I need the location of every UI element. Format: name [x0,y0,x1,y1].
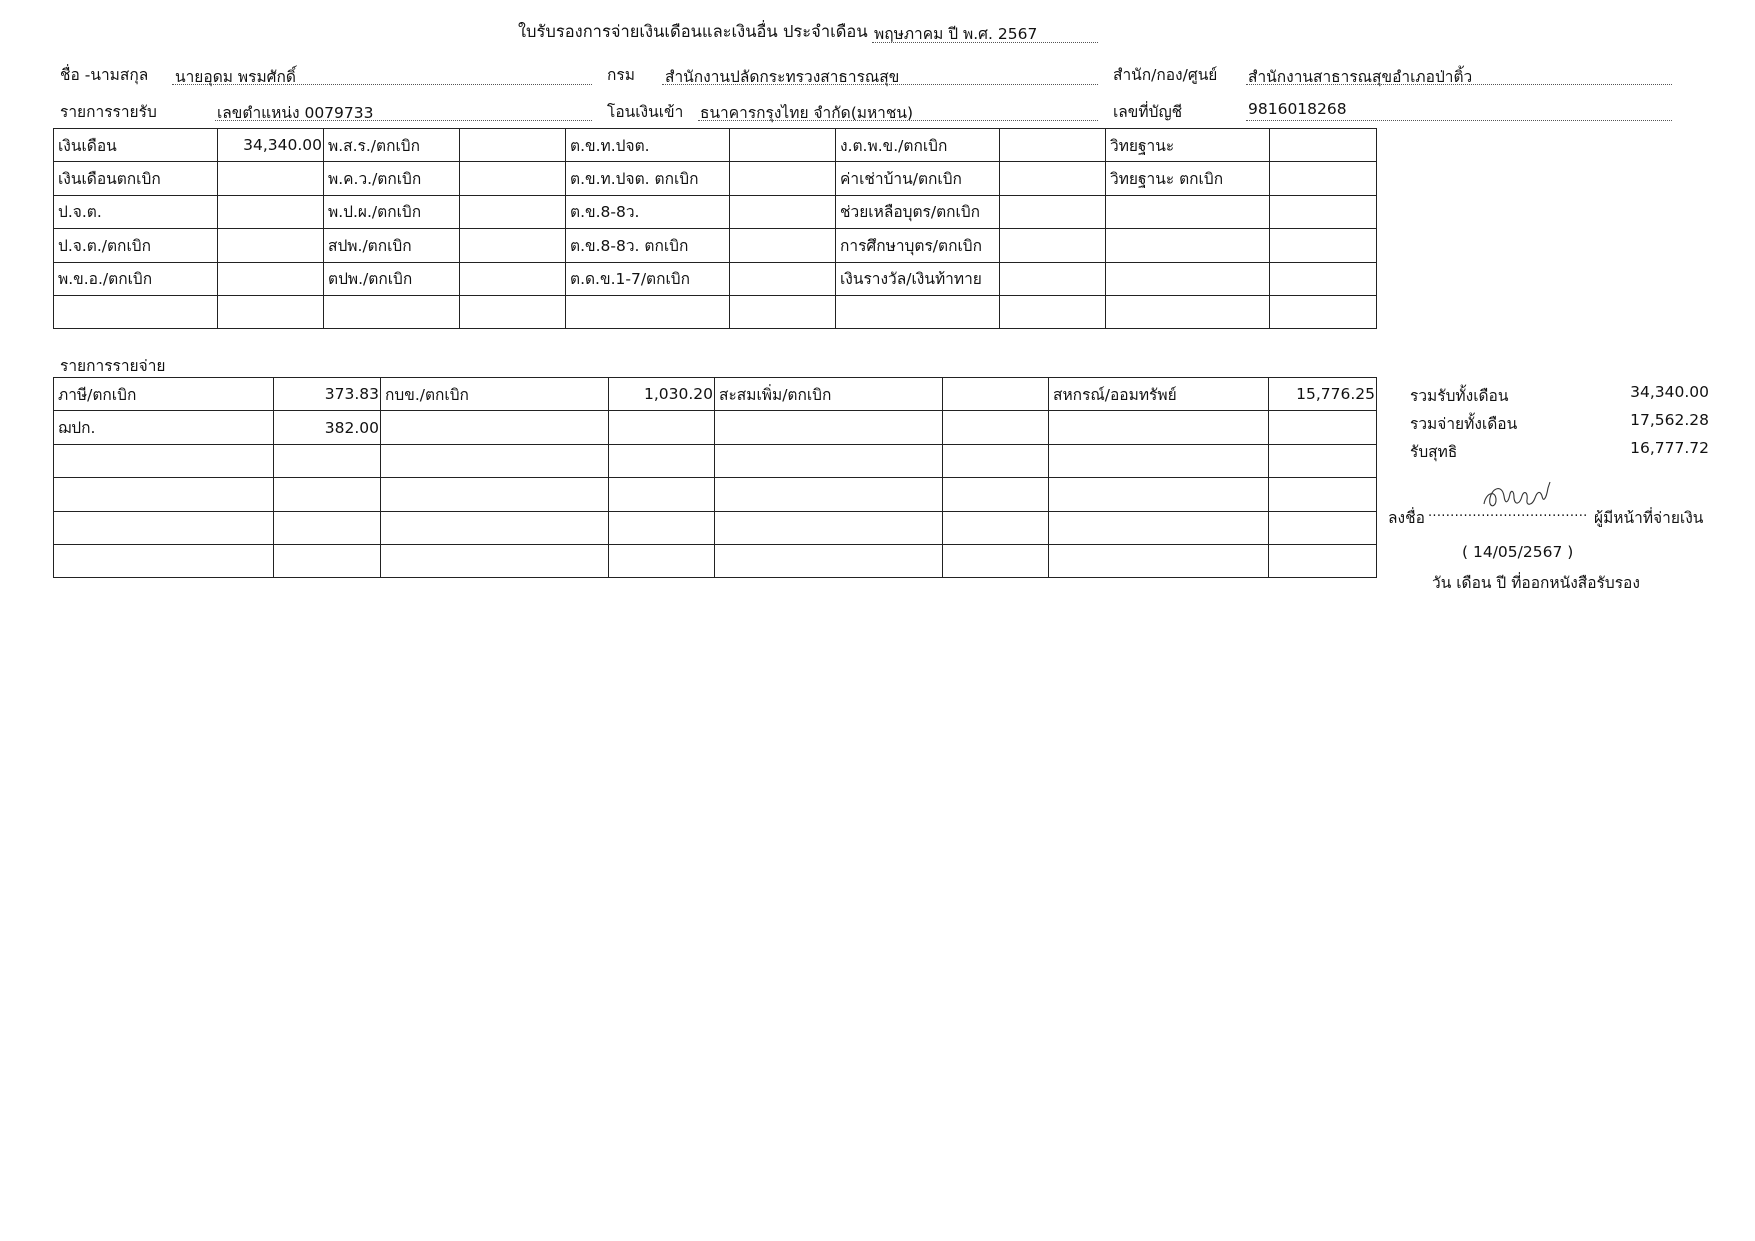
amount-cell [609,478,715,511]
item-label-cell: ค่าเช่าบ้าน/ตกเบิก [836,162,1000,195]
item-label-cell [1106,262,1270,295]
issue-date: ( 14/05/2567 ) [1462,543,1574,561]
item-label-cell [1049,544,1269,577]
item-label-cell: เงินเดือน [54,129,218,162]
amount-cell [730,162,836,195]
document-title: ใบรับรองการจ่ายเงินเดือนและเงินอื่น ประจำเดือน [518,22,868,41]
item-label-cell [54,544,274,577]
total-income-value: 34,340.00 [1630,383,1709,401]
amount-cell: 1,030.20 [609,378,715,411]
department-label: กรม [607,66,635,84]
sign-dots: .................................... [1428,505,1588,520]
item-label-cell [1049,478,1269,511]
amount-cell [1000,229,1106,262]
item-label-cell [1049,511,1269,544]
amount-cell [218,162,324,195]
item-label-cell [54,478,274,511]
account-underline [1246,120,1672,121]
item-label-cell: ต.ข.8-8ว. ตกเบิก [566,229,730,262]
item-label-cell [381,411,609,444]
handwritten-signature [1480,478,1570,514]
amount-cell: 373.83 [274,378,381,411]
amount-cell [730,262,836,295]
table-row [54,262,1377,295]
item-label-cell [381,511,609,544]
income-table [53,128,1377,329]
table-row [54,511,1377,544]
item-label-cell: สะสมเพิ่ม/ตกเบิก [715,378,943,411]
item-label-cell [715,511,943,544]
table-row [54,295,1377,328]
account-number: 9816018268 [1248,100,1347,118]
account-label: เลขที่บัญชี [1113,103,1183,121]
amount-cell [1000,195,1106,228]
amount-cell [943,444,1049,477]
item-label-cell [566,295,730,328]
table-row [54,478,1377,511]
amount-cell [274,478,381,511]
position-number: เลขตำแหน่ง 0079733 [217,104,374,122]
table-row [54,195,1377,228]
amount-cell [730,229,836,262]
amount-cell [1000,162,1106,195]
item-label-cell [715,444,943,477]
item-label-cell: สหกรณ์/ออมทรัพย์ [1049,378,1269,411]
item-label-cell: ภาษี/ตกเบิก [54,378,274,411]
item-label-cell: เงินรางวัล/เงินท้าทาย [836,262,1000,295]
amount-cell [274,444,381,477]
amount-cell [943,378,1049,411]
table-row [54,378,1377,411]
item-label-cell: ป.จ.ต. [54,195,218,228]
amount-cell [1269,478,1377,511]
transfer-label: โอนเงินเข้า [607,103,684,121]
item-label-cell [1049,411,1269,444]
item-label-cell [324,295,460,328]
office-label: สำนัก/กอง/ศูนย์ [1113,66,1218,84]
total-expense-value: 17,562.28 [1630,411,1709,429]
amount-cell [1269,444,1377,477]
office-value: สำนักงานสาธารณสุขอำเภอป่าติ้ว [1248,68,1473,86]
amount-cell [943,544,1049,577]
table-row [54,544,1377,577]
sign-label: ลงชื่อ [1388,509,1425,527]
total-expense-label: รวมจ่ายทั้งเดือน [1410,415,1518,433]
item-label-cell: การศึกษาบุตร/ตกเบิก [836,229,1000,262]
item-label-cell: วิทยฐานะ ตกเบิก [1106,162,1270,195]
amount-cell [609,444,715,477]
amount-cell [609,511,715,544]
amount-cell: 34,340.00 [218,129,324,162]
item-label-cell: ต.ด.ข.1-7/ตกเบิก [566,262,730,295]
amount-cell [609,411,715,444]
amount-cell: 15,776.25 [1269,378,1377,411]
amount-cell [943,411,1049,444]
item-label-cell: ต.ข.ท.ปจต. ตกเบิก [566,162,730,195]
item-label-cell [836,295,1000,328]
item-label-cell: พ.ค.ว./ตกเบิก [324,162,460,195]
amount-cell [218,295,324,328]
issue-date-caption: วัน เดือน ปี ที่ออกหนังสือรับรอง [1432,574,1640,592]
item-label-cell [715,411,943,444]
bank-value: ธนาคารกรุงไทย จำกัด(มหาชน) [700,104,914,122]
amount-cell [1269,511,1377,544]
amount-cell [218,195,324,228]
document-period: พฤษภาคม ปี พ.ศ. 2567 [874,25,1038,43]
name-label: ชื่อ -นามสกุล [60,66,149,84]
amount-cell [460,129,566,162]
amount-cell [943,511,1049,544]
amount-cell [1000,262,1106,295]
name-value: นายอุดม พรมศักดิ์ [175,68,296,86]
item-label-cell: วิทยฐานะ [1106,129,1270,162]
amount-cell [730,295,836,328]
name-underline [172,84,592,85]
item-label-cell [54,511,274,544]
income-label: รายการรายรับ [60,103,157,121]
item-label-cell: ช่วยเหลือบุตร/ตกเบิก [836,195,1000,228]
item-label-cell: ง.ต.พ.ข./ตกเบิก [836,129,1000,162]
item-label-cell: ต.ข.ท.ปจต. [566,129,730,162]
amount-cell [1270,162,1377,195]
item-label-cell [54,295,218,328]
item-label-cell [715,478,943,511]
table-row [54,411,1377,444]
expense-label: รายการรายจ่าย [60,357,166,375]
item-label-cell: พ.ข.อ./ตกเบิก [54,262,218,295]
amount-cell [609,544,715,577]
item-label-cell [1106,295,1270,328]
amount-cell [1270,295,1377,328]
amount-cell [460,295,566,328]
item-label-cell [381,544,609,577]
amount-cell: 382.00 [274,411,381,444]
item-label-cell [715,544,943,577]
table-row [54,229,1377,262]
office-underline [1246,84,1672,85]
item-label-cell [54,444,274,477]
amount-cell [1270,262,1377,295]
amount-cell [460,229,566,262]
total-income-label: รวมรับทั้งเดือน [1410,387,1509,405]
amount-cell [1270,229,1377,262]
item-label-cell: ต.ข.8-8ว. [566,195,730,228]
item-label-cell [1049,444,1269,477]
item-label-cell [1106,229,1270,262]
amount-cell [218,262,324,295]
item-label-cell [381,478,609,511]
expense-table [53,377,1377,578]
table-row [54,162,1377,195]
amount-cell [1270,129,1377,162]
amount-cell [218,229,324,262]
amount-cell [943,478,1049,511]
amount-cell [274,544,381,577]
amount-cell [1270,195,1377,228]
table-row [54,444,1377,477]
net-pay-value: 16,777.72 [1630,439,1709,457]
amount-cell [460,262,566,295]
item-label-cell: พ.ส.ร./ตกเบิก [324,129,460,162]
item-label-cell: ฌปก. [54,411,274,444]
amount-cell [1269,411,1377,444]
position-underline [215,120,592,121]
item-label-cell: กบข./ตกเบิก [381,378,609,411]
item-label-cell: พ.ป.ผ./ตกเบิก [324,195,460,228]
net-pay-label: รับสุทธิ [1410,443,1458,461]
department-underline [662,84,1098,85]
item-label-cell: เงินเดือนตกเบิก [54,162,218,195]
amount-cell [460,162,566,195]
item-label-cell [381,444,609,477]
amount-cell [1269,544,1377,577]
item-label-cell: ป.จ.ต./ตกเบิก [54,229,218,262]
amount-cell [1000,129,1106,162]
amount-cell [274,511,381,544]
item-label-cell: ตปพ./ตกเบิก [324,262,460,295]
amount-cell [730,129,836,162]
table-row [54,129,1377,162]
amount-cell [730,195,836,228]
period-underline [872,42,1098,43]
item-label-cell: สปพ./ตกเบิก [324,229,460,262]
item-label-cell [1106,195,1270,228]
bank-underline [698,120,1098,121]
department-value: สำนักงานปลัดกระทรวงสาธารณสุข [665,68,900,86]
amount-cell [1000,295,1106,328]
payer-role: ผู้มีหน้าที่จ่ายเงิน [1594,509,1704,527]
amount-cell [460,195,566,228]
